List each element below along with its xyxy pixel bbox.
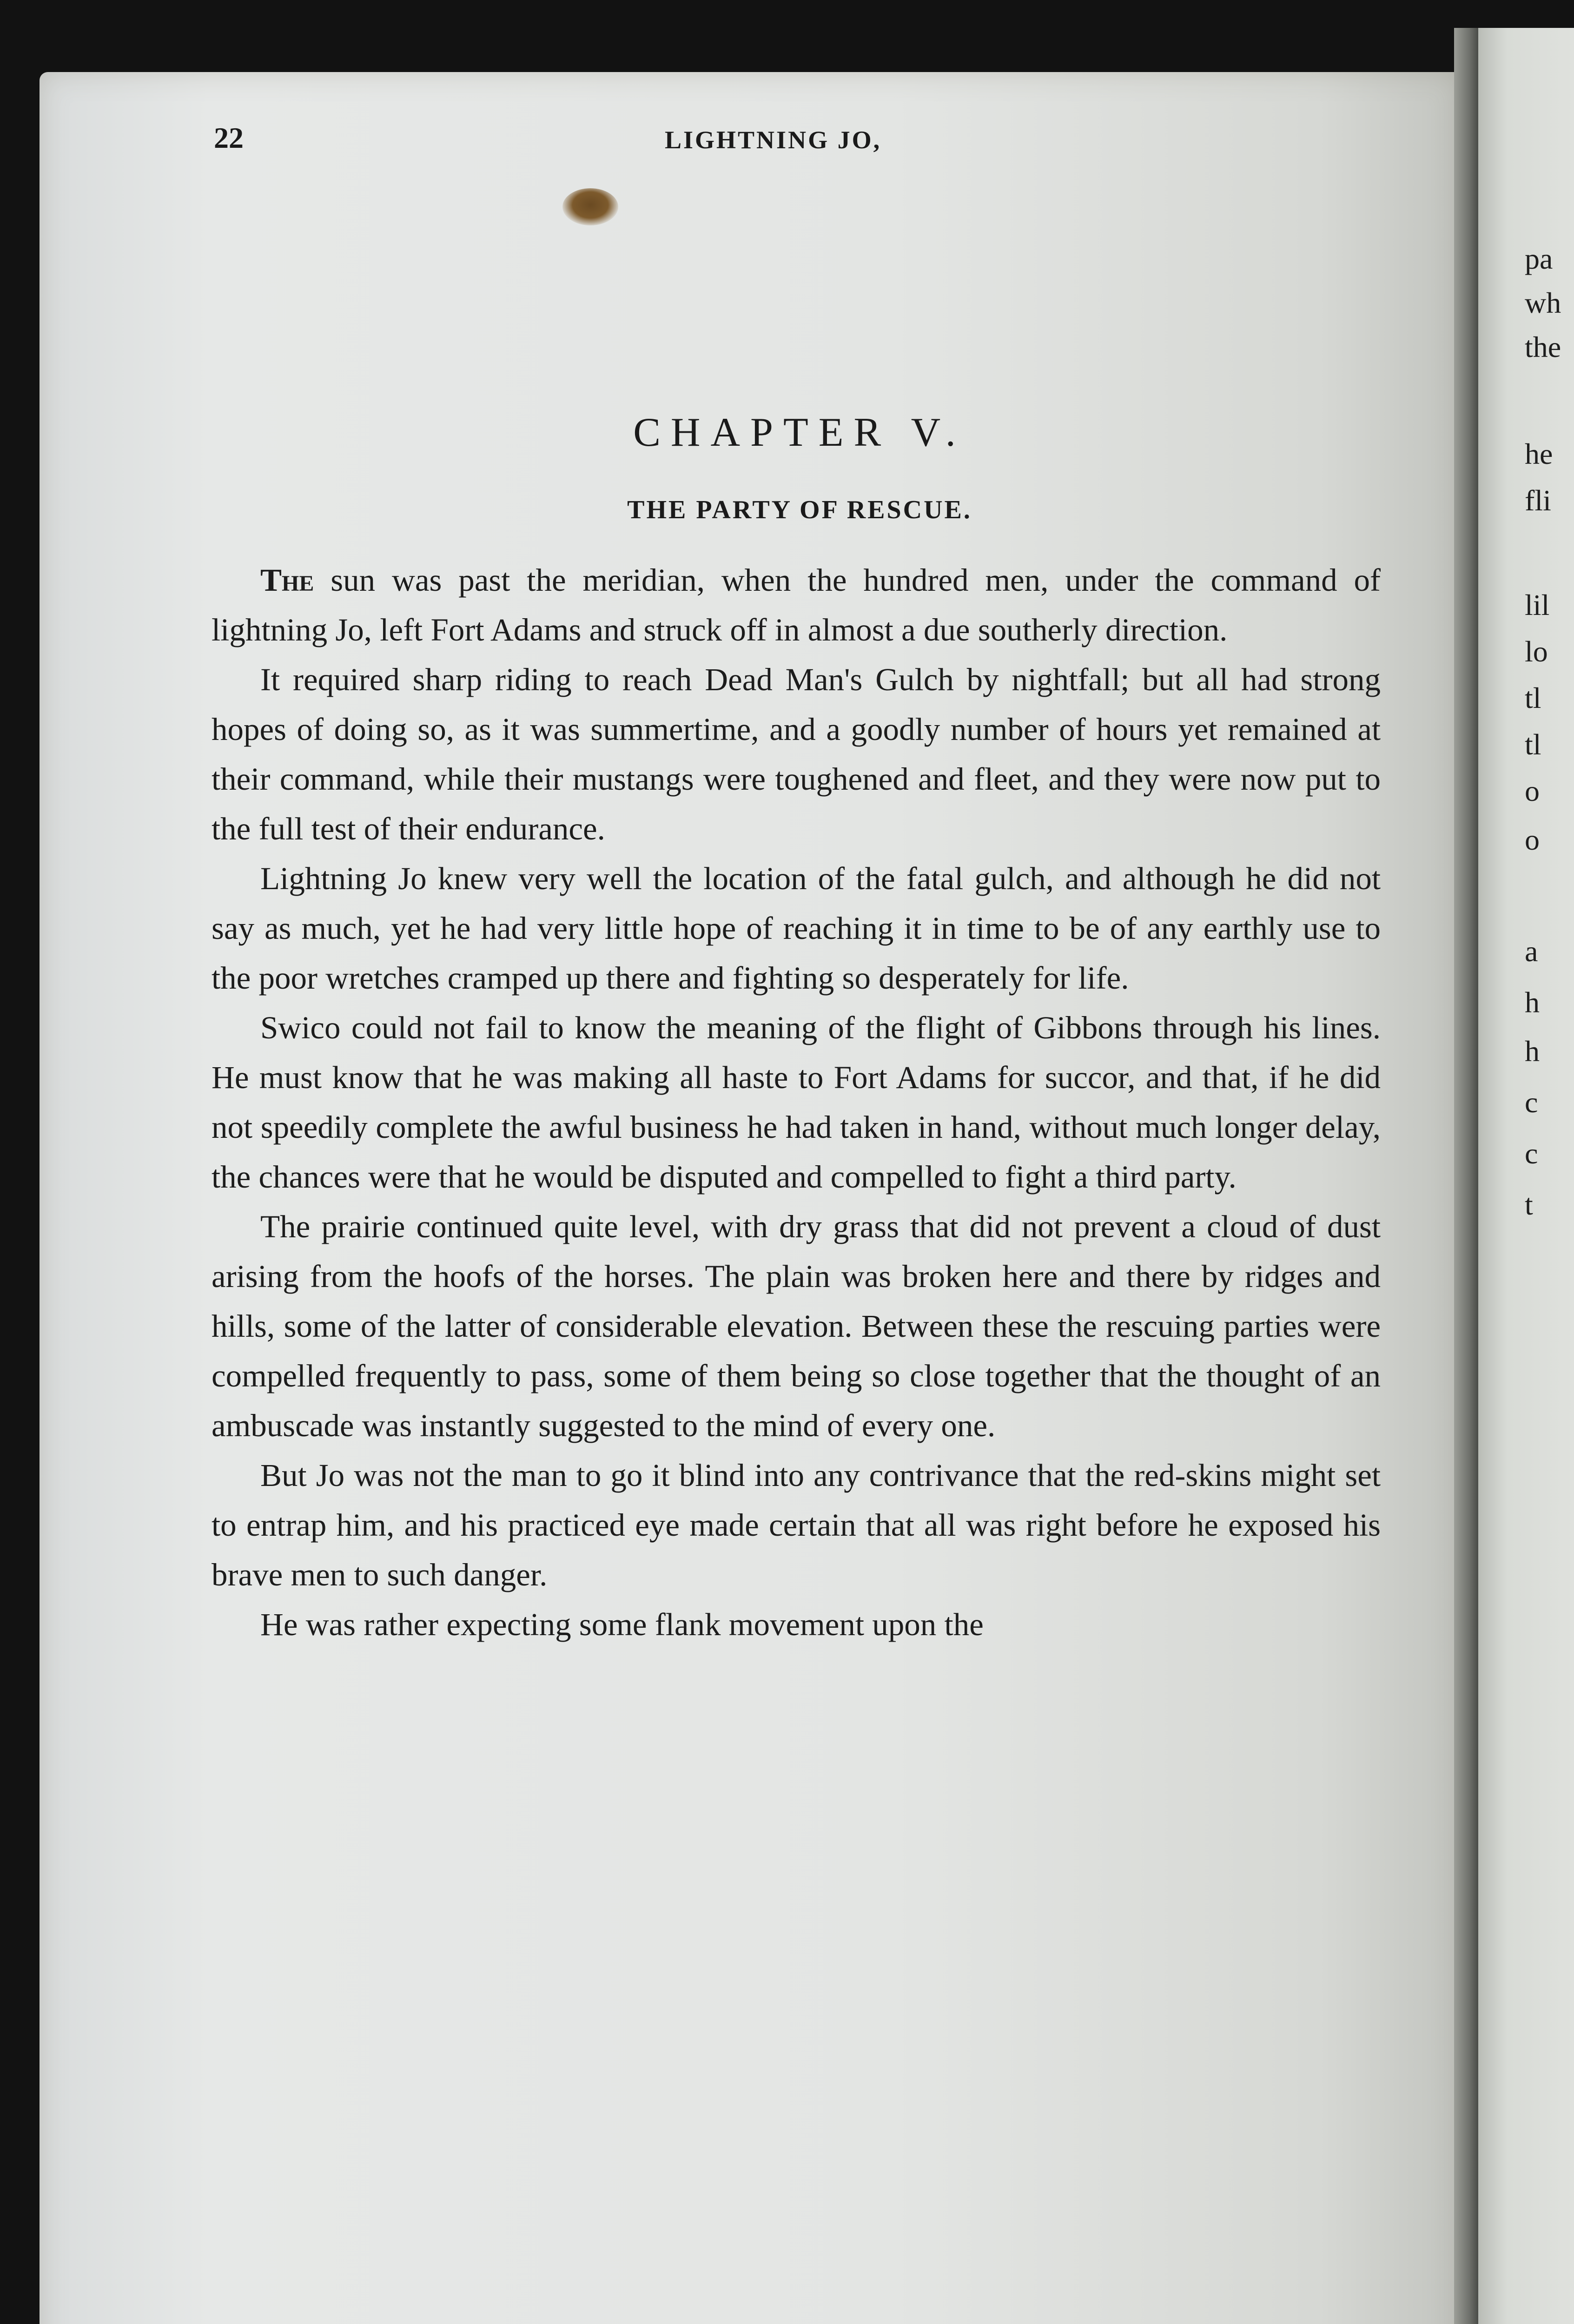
paragraph	[212, 1600, 1381, 1650]
facing-page-fragment: o	[1525, 774, 1540, 807]
paragraph	[212, 1202, 1381, 1451]
paragraph	[212, 854, 1381, 1003]
running-head	[0, 121, 1488, 158]
ink-stain	[562, 188, 618, 225]
facing-page-fragment: lo	[1525, 635, 1548, 668]
paragraph-text: He was rather expecting some flank movement upon the	[260, 1607, 984, 1642]
facing-page	[1478, 28, 1574, 2324]
paragraph	[212, 1003, 1381, 1202]
facing-page-fragment: tl	[1525, 728, 1541, 761]
facing-page-fragment: wh	[1525, 286, 1561, 319]
facing-page-fragment: h	[1525, 1035, 1540, 1068]
paragraph	[212, 555, 1381, 655]
paragraph-text: sun was past the meridian, when the hundred men, under the command of lightning Jo, left Fort Adams and struck off in almost a due southerly direction.	[212, 562, 1381, 647]
running-title: LIGHTNING JO,	[665, 126, 882, 154]
facing-page-fragment: pa	[1525, 242, 1553, 275]
facing-page-fragment: c	[1525, 1086, 1538, 1119]
paragraph-text: But Jo was not the man to go it blind into any contrivance that the red-skins might set to entrap him, and his practiced eye made certain that all was right before he exposed his brave men to such danger.	[212, 1458, 1381, 1592]
facing-page-fragment: he	[1525, 437, 1553, 470]
paragraph	[212, 1451, 1381, 1600]
book-gutter	[1454, 28, 1482, 2324]
facing-page-fragment: lil	[1525, 588, 1550, 621]
facing-page-fragment: the	[1525, 330, 1561, 363]
facing-page-fragment: tl	[1525, 681, 1541, 714]
paragraph-first-word: The	[260, 562, 314, 598]
page-number: 22	[214, 121, 244, 154]
chapter-title: CHAPTER V.	[633, 410, 966, 455]
facing-page-fragment: a	[1525, 935, 1538, 968]
paragraph-text: Swico could not fail to know the meaning of the flight of Gibbons through his lines. He must know that he was making all haste to Fort Adams for succor, and that, if he did not speedily complete the awful business he had taken in hand, without much longer delay, the chances were that he would be disputed and compelled to fight a third party.	[212, 1010, 1381, 1195]
facing-page-fragment: fli	[1525, 484, 1551, 517]
facing-page-fragment: t	[1525, 1188, 1533, 1221]
facing-page-fragment: c	[1525, 1137, 1538, 1170]
paragraph-text: It required sharp riding to reach Dead Man's Gulch by nightfall; but all had strong hopes of doing so, as it was summertime, and a goodly number of hours yet remained at their command, while their mustangs were toughened and fleet, and they were now put to the full test of their endurance.	[212, 662, 1381, 846]
paragraph	[212, 655, 1381, 854]
facing-page-fragment: h	[1525, 986, 1540, 1019]
chapter-subtitle: THE PARTY OF RESCUE.	[627, 495, 972, 524]
facing-page-fragment: o	[1525, 823, 1540, 856]
paragraph-text: The prairie continued quite level, with dry grass that did not prevent a cloud of dust arising from the hoofs of the horses. The plain was broken here and there by ridges and hills, some of the latter of considerable elevation. Between these the rescuing parties were compelled frequently to pass, some of them being so close together that the thought of an ambuscade was instantly suggested to the mind of every one.	[212, 1209, 1381, 1443]
paragraph-text: Lightning Jo knew very well the location of the fatal gulch, and although he did not say as much, yet he had very little hope of reaching it in time to be of any earthly use to the poor wretches cramped up there and fighting so desperately for life.	[212, 861, 1381, 996]
body-text	[212, 555, 1381, 1650]
